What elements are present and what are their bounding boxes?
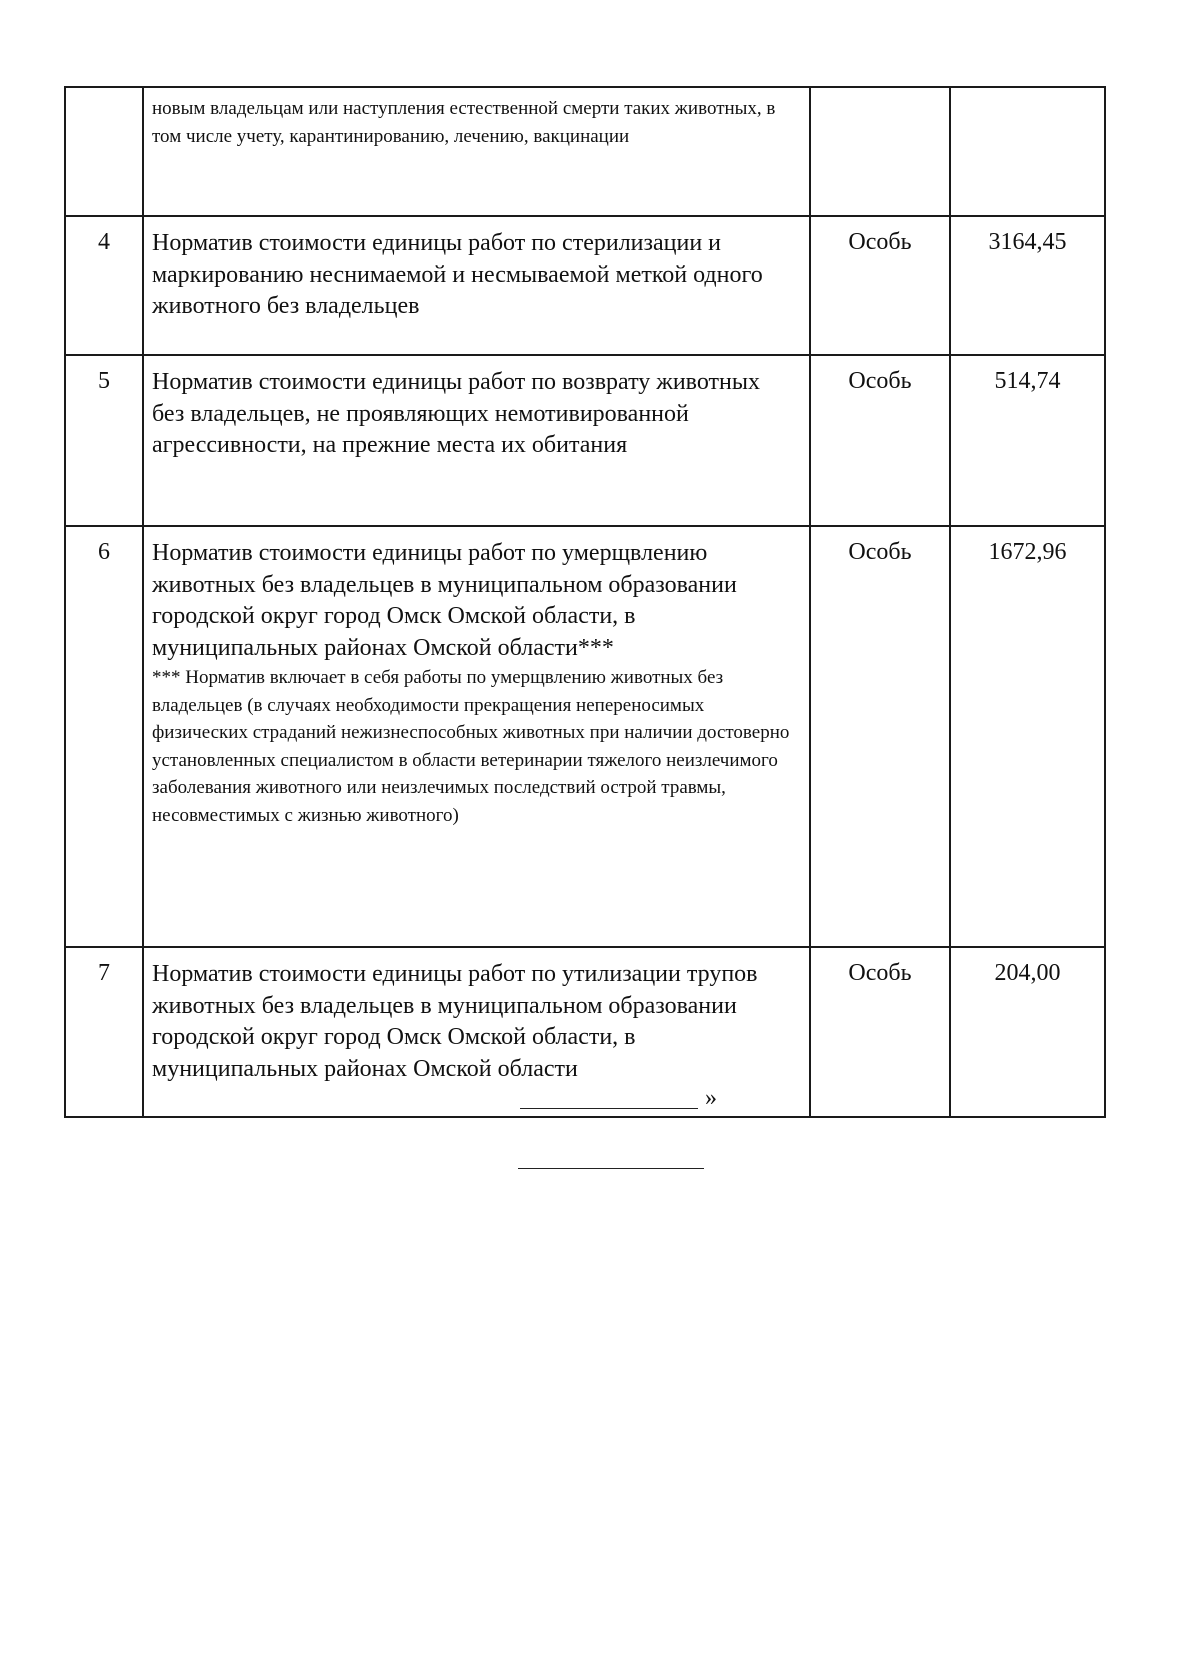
row-description-text: Норматив стоимости единицы работ по возврату животных без владельцев, не проявляющих немотивированной агрессивности, на прежние места их обитания	[152, 369, 760, 458]
closing-quote: »	[705, 1085, 717, 1111]
row-number: 4	[65, 216, 143, 355]
row-value: 204,00	[950, 947, 1105, 1117]
table-row	[65, 216, 1105, 355]
table-row	[65, 526, 1105, 947]
row-unit	[810, 87, 950, 216]
row-value: 1672,96	[950, 526, 1105, 947]
row-description-text: новым владельцам или наступления естественной смерти таких животных, в том числе учету, карантинированию, лечению, вакцинации	[152, 98, 776, 147]
row-number	[65, 87, 143, 216]
row-footnote-text: *** Норматив включает в себя работы по умерщвлению животных без владельцев (в случаях необходимости прекращения непереносимых физических страданий нежизнеспособных животных при наличии достоверно установленных специалистом в области ветеринарии тяжелого неизлечимого заболевания животного или неизлечимых последствий острой травмы, несовместимых с жизнью животного)	[152, 667, 790, 826]
norms-table	[64, 86, 1106, 1118]
row-number: 6	[65, 526, 143, 947]
row-description	[143, 355, 810, 526]
row-value: 3164,45	[950, 216, 1105, 355]
table-row-continuation	[65, 87, 1105, 216]
row-description	[143, 87, 810, 216]
row-unit: Особь	[810, 216, 950, 355]
row-unit: Особь	[810, 526, 950, 947]
row-value: 514,74	[950, 355, 1105, 526]
row-description-text: Норматив стоимости единицы работ по умерщвлению животных без владельцев в муниципальном образовании городской округ город Омск Омской области, в муниципальных районах Омской области***	[152, 540, 737, 661]
separator-line	[518, 1168, 704, 1169]
row-number: 7	[65, 947, 143, 1117]
row-number: 5	[65, 355, 143, 526]
row-description	[143, 216, 810, 355]
table-row	[65, 355, 1105, 526]
row-unit: Особь	[810, 947, 950, 1117]
signature-line	[520, 1108, 698, 1109]
row-value	[950, 87, 1105, 216]
row-description-text: Норматив стоимости единицы работ по утилизации трупов животных без владельцев в муниципальном образовании городской округ город Омск Омской области, в муниципальных районах Омской области	[152, 961, 758, 1082]
row-description-text: Норматив стоимости единицы работ по стерилизации и маркированию неснимаемой и несмываемой меткой одного животного без владельцев	[152, 230, 763, 319]
row-unit: Особь	[810, 355, 950, 526]
table-row	[65, 947, 1105, 1117]
row-description	[143, 526, 810, 947]
